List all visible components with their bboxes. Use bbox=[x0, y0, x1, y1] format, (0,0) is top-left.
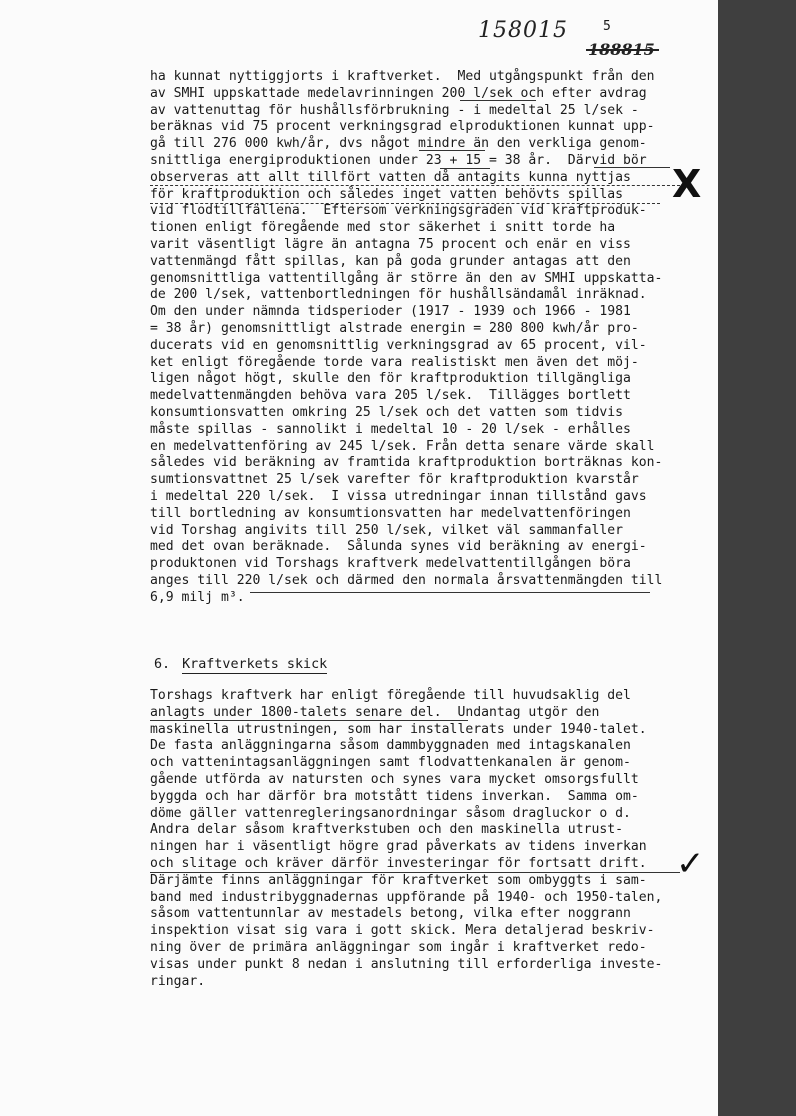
text-line: Andra delar såsom kraftverkstuben och den maskinella utrust- bbox=[150, 822, 623, 838]
text-line: anlagts under 1800-talets senare del. Undantag utgör den bbox=[150, 704, 600, 720]
text-line: såsom vattentunnlar av mestadels betong, vilka efter noggrann bbox=[150, 906, 631, 922]
text-line: ning över de primära anläggningar som ingår i kraftverket redo- bbox=[150, 939, 647, 955]
text-line: tionen enligt föregående med stor säkerhet i snitt torde ha bbox=[150, 220, 616, 236]
text-line: vattenmängd fått spillas, kan på goda grunder antagas att den bbox=[150, 253, 631, 269]
text-line: beräknas vid 75 procent verkningsgrad elproduktionen kunnat upp- bbox=[150, 119, 655, 135]
text-line: 6,9 milj m³. bbox=[150, 589, 245, 605]
handwritten-underline bbox=[150, 203, 660, 204]
margin-check-mark: ✓ bbox=[676, 844, 705, 884]
stamped-number bbox=[588, 40, 655, 59]
stamped-number-text: 188815 bbox=[588, 40, 655, 59]
text-line: band med industribyggnadernas uppförande på 1940- och 1950-talen, bbox=[150, 889, 663, 905]
text-line: visas under punkt 8 nedan i anslutning till erforderliga investe- bbox=[150, 956, 663, 972]
text-line: döme gäller vattenregleringsanordningar såsom dragluckor o d. bbox=[150, 805, 631, 821]
text-line: för kraftproduktion och således inget vatten behövts spillas bbox=[150, 186, 623, 202]
text-line: av vattenuttag för hushållsförbrukning - i medeltal 25 l/sek - bbox=[150, 102, 639, 118]
handwritten-underline bbox=[419, 150, 485, 151]
text-line: varit väsentligt lägre än antagna 75 procent och enär en viss bbox=[150, 236, 631, 252]
text-line: Torshags kraftverk har enligt föregående till huvudsaklig del bbox=[150, 688, 631, 703]
text-line: anges till 220 l/sek och därmed den normala årsvattenmängden till bbox=[150, 572, 663, 588]
text-line: till bortledning av konsumtionsvatten har medelvattenföringen bbox=[150, 505, 631, 521]
text-line: Därjämte finns anläggningar för kraftverket som ombyggts i sam- bbox=[150, 872, 647, 888]
text-line: av SMHI uppskattade medelavrinningen 200 l/sek och efter avdrag bbox=[150, 85, 647, 101]
text-line: konsumtionsvatten omkring 25 l/sek och det vatten som tidvis bbox=[150, 404, 623, 420]
section-title: Kraftverkets skick bbox=[182, 657, 328, 672]
text-line: snittliga energiproduktionen under 23 + 15 = 38 år. Därvid bör bbox=[150, 152, 647, 168]
text-line: De fasta anläggningarna såsom dammbyggnaden med intagskanalen bbox=[150, 738, 631, 754]
handwritten-underline bbox=[150, 720, 468, 721]
text-line: ningen har i väsentligt högre grad påverkats av tidens inverkan bbox=[150, 839, 647, 855]
section-number: 6. bbox=[154, 657, 171, 672]
text-line: vid flodtillfällena. Eftersom verkningsgraden vid kraftproduk- bbox=[150, 203, 647, 219]
text-line: maskinella utrustningen, som har installerats under 1940-talet. bbox=[150, 721, 647, 737]
handwritten-underline bbox=[150, 872, 680, 873]
text-line: ha kunnat nyttiggjorts i kraftverket. Med utgångspunkt från den bbox=[150, 69, 655, 84]
text-line: gående utförda av natursten och synes vara mycket omsorgsfullt bbox=[150, 771, 639, 787]
section-heading bbox=[154, 656, 327, 673]
page-number: 5 bbox=[603, 19, 611, 34]
text-line: ringar. bbox=[150, 973, 206, 989]
margin-x-mark: X bbox=[672, 162, 702, 206]
text-line: de 200 l/sek, vattenbortledningen för hushållsändamål inräknad. bbox=[150, 287, 647, 303]
text-line: vid Torshag angivits till 250 l/sek, vilket väl sammanfaller bbox=[150, 522, 623, 538]
text-line: måste spillas - sannolikt i medeltal 10 - 20 l/sek - erhålles bbox=[150, 421, 631, 437]
text-line: med det ovan beräknade. Sålunda synes vid beräkning av energi- bbox=[150, 539, 647, 555]
text-line: i medeltal 220 l/sek. I vissa utredningar innan tillstånd gavs bbox=[150, 488, 647, 504]
text-line: ligen något högt, skulle den för kraftproduktion tillgängliga bbox=[150, 371, 631, 387]
text-line: byggda och har därför bra motstått tidens inverkan. Samma om- bbox=[150, 788, 639, 804]
text-line: inspektion visat sig vara i gott skick. Mera detaljerad beskriv- bbox=[150, 923, 655, 939]
handwritten-underline bbox=[150, 185, 680, 186]
text-line: observeras att allt tillfört vatten då antagits kunna nyttjas bbox=[150, 169, 631, 185]
handwritten-underline bbox=[594, 167, 670, 168]
text-line: gå till 276 000 kwh/år, dvs något mindre än den verkliga genom- bbox=[150, 136, 647, 152]
handwritten-underline bbox=[440, 168, 490, 169]
text-line: ket enligt föregående torde vara realistiskt men även det möj- bbox=[150, 354, 639, 370]
handwritten-underline bbox=[250, 592, 650, 593]
text-line: en medelvattenföring av 245 l/sek. Från detta senare värde skall bbox=[150, 438, 655, 454]
text-line: = 38 år) genomsnittligt alstrade energin = 280 800 kwh/år pro- bbox=[150, 320, 639, 336]
text-line: medelvattenmängden behöva vara 205 l/sek. Tillägges bortlett bbox=[150, 388, 631, 404]
body-paragraph-2 bbox=[150, 688, 700, 990]
text-line: produktonen vid Torshags kraftverk medelvattentillgången böra bbox=[150, 556, 631, 572]
scan-edge-border bbox=[718, 0, 796, 1116]
text-line: och vattenintagsanläggningen samt flodvattenkanalen är genom- bbox=[150, 755, 631, 771]
text-line: ducerats vid en genomsnittlig verkningsgrad av 65 procent, vil- bbox=[150, 337, 647, 353]
handwritten-underline bbox=[460, 100, 536, 101]
text-line: genomsnittliga vattentillgång är större än den av SMHI uppskatta- bbox=[150, 270, 663, 286]
text-line: således vid beräkning av framtida kraftproduktion borträknas kon- bbox=[150, 455, 663, 471]
text-line: Om den under nämnda tidsperioder (1917 - 1939 och 1966 - 1981 bbox=[150, 304, 631, 320]
strike-through-line bbox=[586, 49, 659, 51]
handwritten-archive-number: 158015 bbox=[478, 18, 568, 43]
text-line: och slitage och kräver därför investeringar för fortsatt drift. bbox=[150, 855, 647, 871]
text-line: sumtionsvattnet 25 l/sek varefter för kraftproduktion kvarstår bbox=[150, 472, 639, 488]
